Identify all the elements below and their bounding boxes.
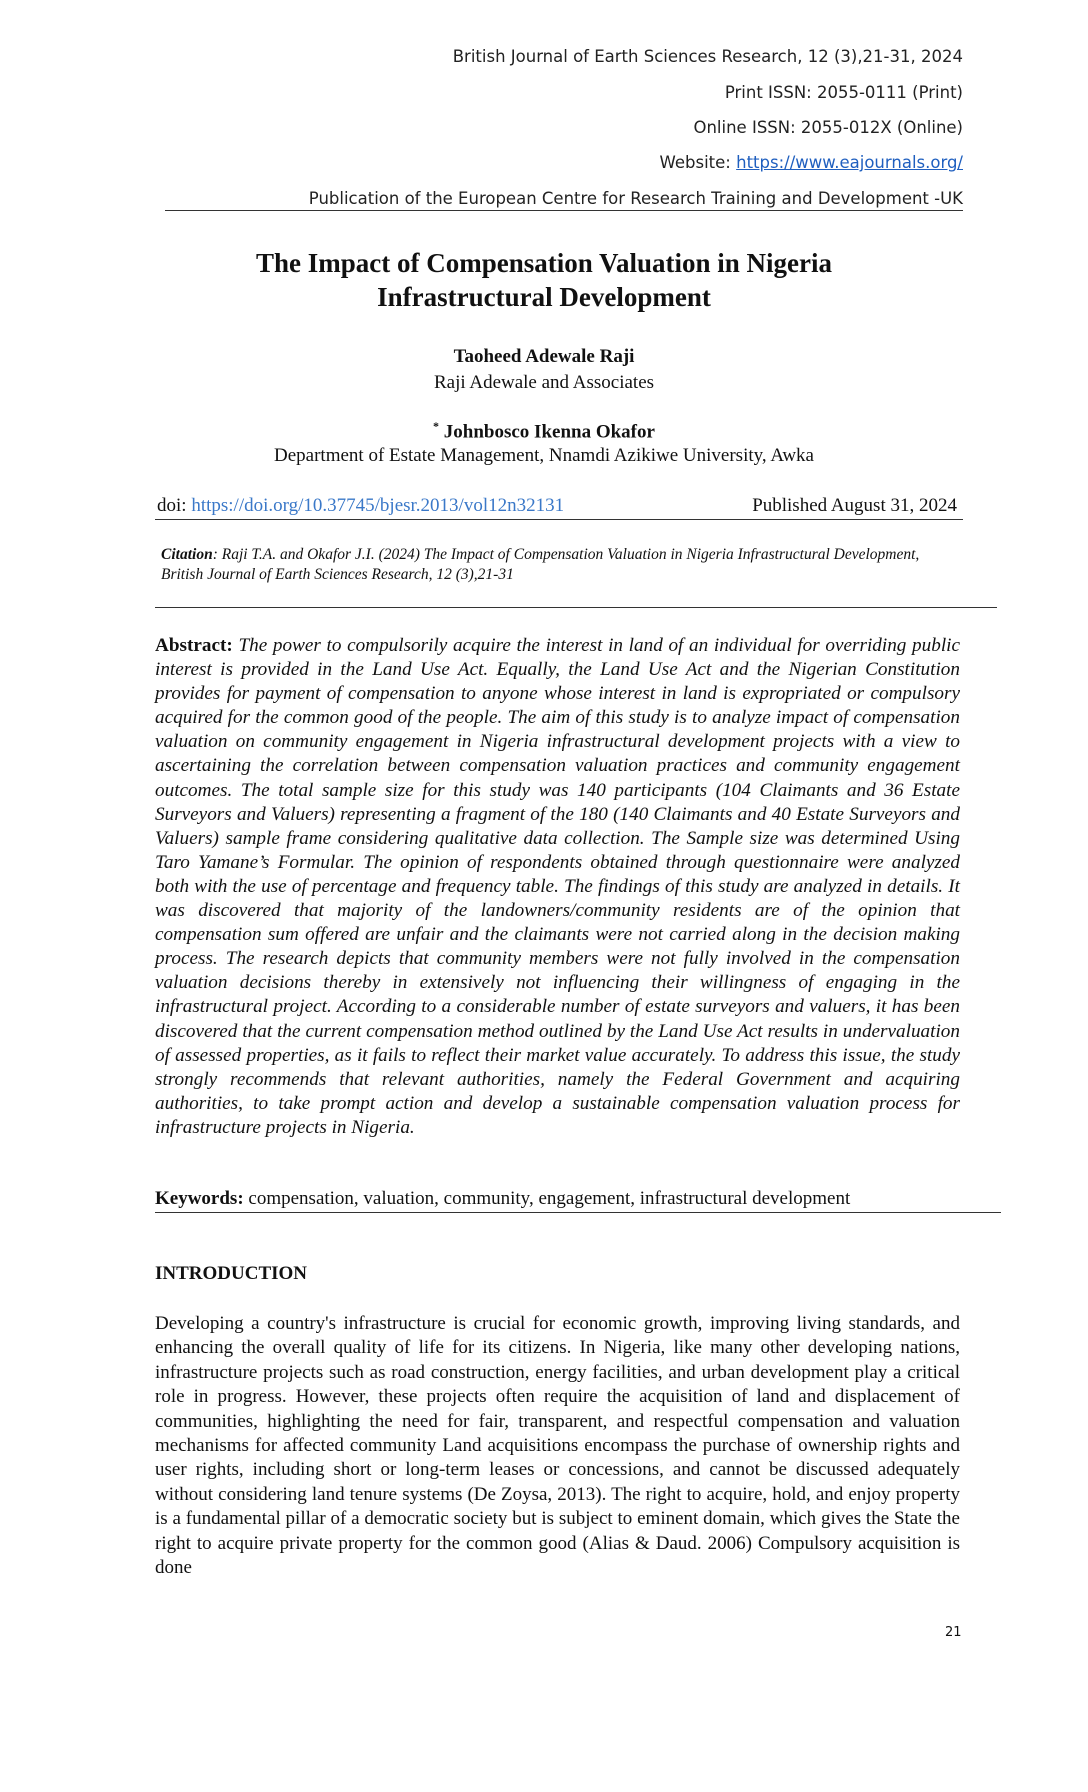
author-name-2 bbox=[0, 419, 1088, 443]
doi-label: doi: bbox=[157, 495, 192, 516]
paper-title bbox=[0, 246, 1088, 314]
citation-rule bbox=[155, 607, 997, 608]
introduction-paragraph: Developing a country's infrastructure is crucial for economic growth, improving living standards, and enhancing the overall quality of life for its citizens. In Nigeria, like many other developing nations, infrastructure projects such as road construction, energy facilities, and urban development play a critical role in progress. However, these projects often require the acquisition of land and displacement of communities, highlighting the need for fair, transparent, and respectful compensation and valuation mechanisms for affected community Land acquisitions encompass the purchase of ownership rights and user rights, including short or long-term leases or concessions, and cannot be discussed adequately without considering land tenure systems (De Zoysa, 2013). The right to acquire, hold, and enjoy property is a fundamental pillar of a democratic society but is subject to eminent domain, which gives the State the right to acquire private property for the common good (Alias & Daud. 2006) Compulsory acquisition is done bbox=[155, 1313, 960, 1579]
publisher-line: Publication of the European Centre for Research Training and Development -UK bbox=[308, 189, 963, 208]
title-line-2: Infrastructural Development bbox=[377, 282, 711, 312]
author-2-name: Johnbosco Ikenna Okafor bbox=[443, 421, 655, 443]
abstract bbox=[155, 634, 960, 1140]
website-line bbox=[660, 153, 963, 172]
published-date: Published August 31, 2024 bbox=[752, 495, 957, 516]
citation-label: Citation bbox=[161, 546, 213, 563]
author-1-name: Taoheed Adewale Raji bbox=[453, 346, 635, 367]
keywords bbox=[155, 1188, 960, 1210]
author-name-1 bbox=[0, 346, 1088, 368]
doi-link[interactable]: https://doi.org/10.37745/bjesr.2013/vol12n32131 bbox=[191, 495, 565, 516]
header-rule bbox=[165, 210, 963, 211]
citation-text: : Raji T.A. and Okafor J.I. (2024) The Impact of Compensation Valuation in Nigeria Infrastructural Development, British Journal of Earth Sciences Research, 12 (3),21-31 bbox=[161, 546, 920, 583]
website-label: Website: bbox=[659, 153, 737, 172]
online-issn: Online ISSN: 2055-012X (Online) bbox=[693, 118, 963, 137]
keywords-label: Keywords: bbox=[155, 1188, 244, 1209]
corresponding-author-marker: * bbox=[433, 419, 440, 433]
keywords-rule bbox=[155, 1212, 1001, 1213]
print-issn: Print ISSN: 2055-0111 (Print) bbox=[724, 83, 963, 102]
website-link[interactable]: https://www.eajournals.org/ bbox=[736, 153, 963, 172]
abstract-text: The power to compulsorily acquire the interest in land of an individual for overriding public interest is provided in the Land Use Act. Equally, the Land Use Act and the Nigerian Constitution provides for payment of compensation to anyone whose interest in land is expropriated or compulsory acquired for the common good of the people. The aim of this study is to analyze impact of compensation valuation on community engagement in Nigeria infrastructural development projects with a view to ascertaining the correlation between compensation valuation practices and community engagement outcomes. The total sample size for this study was 140 participants (104 Claimants and 36 Estate Surveyors and Valuers) representing a fragment of the 180 (140 Claimants and 40 Estate Surveyors and Valuers) sample frame considering qualitative data collection. The Sample size was determined Using Taro Yamane’s Formular. The opinion of respondents obtained through questionnaire were analyzed both with the use of percentage and frequency table. The findings of this study are analyzed in details. It was discovered that majority of the landowners/community residents are of the opinion that compensation sum offered are unfair and the claimants were not carried along in the decision making process. The research depicts that community members were not fully involved in the compensation valuation decisions thereby in extensively not influencing their willingness of engaging in the infrastructural project. According to a considerable number of estate surveyors and valuers, it has been discovered that the current compensation method outlined by the Land Use Act results in undervaluation of assessed properties, as it fails to reflect their market value accurately. To address this issue, the study strongly recommends that relevant authorities, namely the Federal Government and acquiring authorities, to take prompt action and develop a sustainable compensation valuation process for infrastructure projects in Nigeria. bbox=[155, 635, 960, 1138]
section-heading-introduction: INTRODUCTION bbox=[155, 1263, 308, 1284]
doi-rule bbox=[155, 519, 963, 520]
title-line-1: The Impact of Compensation Valuation in Nigeria bbox=[255, 248, 833, 278]
citation bbox=[161, 545, 961, 585]
journal-citation-line: British Journal of Earth Sciences Research, 12 (3),21-31, 2024 bbox=[452, 47, 963, 66]
doi-line bbox=[157, 495, 957, 517]
keywords-text: compensation, valuation, community, engagement, infrastructural development bbox=[243, 1188, 851, 1209]
author-affiliation-2: Department of Estate Management, Nnamdi Azikiwe University, Awka bbox=[274, 445, 814, 466]
page-number: 21 bbox=[945, 1625, 962, 1640]
author-affiliation-1: Raji Adewale and Associates bbox=[433, 372, 655, 393]
abstract-label: Abstract: bbox=[155, 635, 233, 656]
